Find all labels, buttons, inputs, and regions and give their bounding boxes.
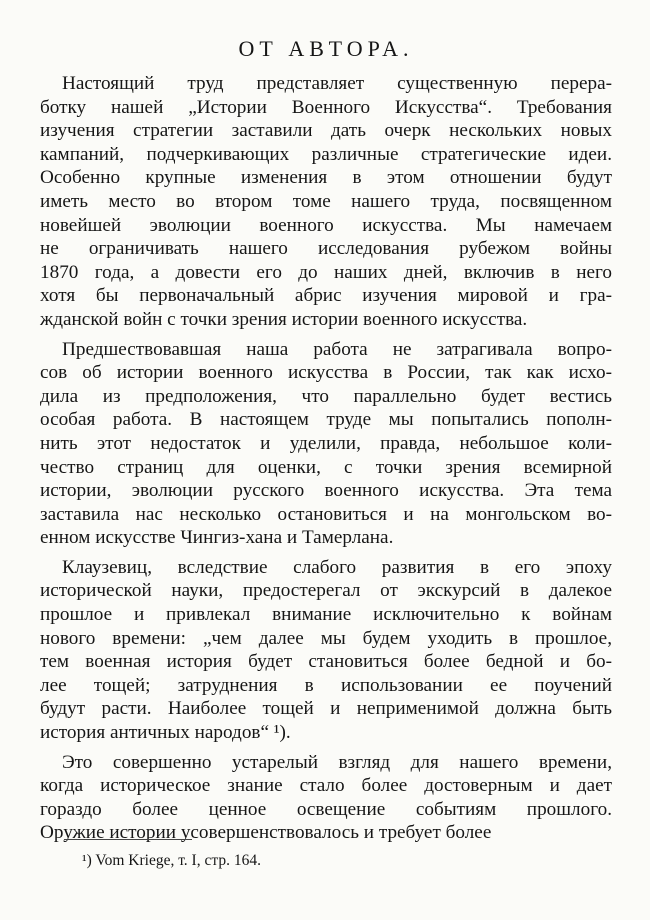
text-line: заставила нас несколько остановиться и на монгольском во- — [40, 503, 612, 525]
paragraph — [40, 751, 612, 845]
text-line: нового времени: „чем далее мы будем уходить в прошлое, — [40, 627, 612, 649]
text-line: Это совершенно устарелый взгляд для нашего времени, — [62, 751, 612, 773]
paragraph — [40, 556, 612, 745]
paragraph — [40, 72, 612, 332]
text-line: иметь место во втором томе нашего труда, посвященном — [40, 190, 612, 212]
text-line: Предшествовавшая наша работа не затрагивала вопро- — [62, 338, 612, 360]
text-line: лее тощей; затруднения в использовании ее поучений — [40, 674, 612, 696]
text-line: дила из предположения, что параллельно будет вестись — [40, 385, 612, 407]
text-line: тем военная история будет становиться более бедной и бо- — [40, 651, 612, 673]
text-line: особая работа. В настоящем труде мы попытались пополн- — [40, 409, 612, 431]
text-line: будут расти. Наиболее тощей и неприменимой должна быть — [40, 698, 612, 720]
text-line: новейшей эволюции военного искусства. Мы намечаем — [40, 214, 612, 236]
text-line: исторической науки, предостерегал от экскурсий в далекое — [40, 580, 612, 602]
text-line: Настоящий труд представляет существенную перера- — [62, 73, 612, 94]
text-line: енном искусстве Чингиз-хана и Тамерлана. — [40, 527, 394, 549]
text-line: ботку нашей „Истории Военного Искусства“. Требования — [40, 96, 612, 118]
text-line: Оружие истории усовершенствовалось и требует более — [40, 822, 492, 844]
text-line: Особенно крупные изменения в этом отношении будут — [40, 167, 612, 189]
text-line: Клаузевиц, вследствие слабого развития в его эпоху — [62, 556, 612, 578]
footnote-divider — [64, 839, 192, 840]
text-line: прошлое и привлекал внимание исключительно к войнам — [40, 604, 612, 626]
text-line: не ограничивать нашего исследования рубежом войны — [40, 238, 612, 260]
text-line: чество страниц для оценки, с точки зрения всемирной — [40, 456, 612, 478]
text-line: жданской войн с точки зрения истории военного искусства. — [40, 308, 528, 330]
text-line: кампаний, подчеркивающих различные стратегические идеи. — [40, 143, 612, 165]
text-line: нить этот недостаток и уделили, правда, небольшое коли- — [40, 432, 612, 454]
footnote: ¹) Vom Kriege, т. I, стр. 164. — [82, 852, 261, 869]
text-line: истории, эволюции русского военного искусства. Эта тема — [40, 480, 612, 502]
text-line: когда историческое знание стало более достоверным и дает — [40, 775, 612, 797]
paragraph — [40, 338, 612, 550]
text-line: гораздо более ценное освещение событиям прошлого. — [40, 798, 612, 820]
text-line: изучения стратегии заставили дать очерк нескольких новых — [40, 120, 612, 142]
text-line: 1870 года, а довести его до наших дней, включив в него — [40, 261, 612, 283]
text-line: история античных народов“ ¹). — [40, 722, 291, 744]
body-text — [40, 72, 612, 845]
text-line: хотя бы первоначальный абрис изучения мировой и гра- — [40, 285, 612, 307]
text-line: сов об истории военного искусства в России, так как исхо- — [40, 362, 612, 384]
page-title: ОТ АВТОРА. — [238, 36, 414, 61]
